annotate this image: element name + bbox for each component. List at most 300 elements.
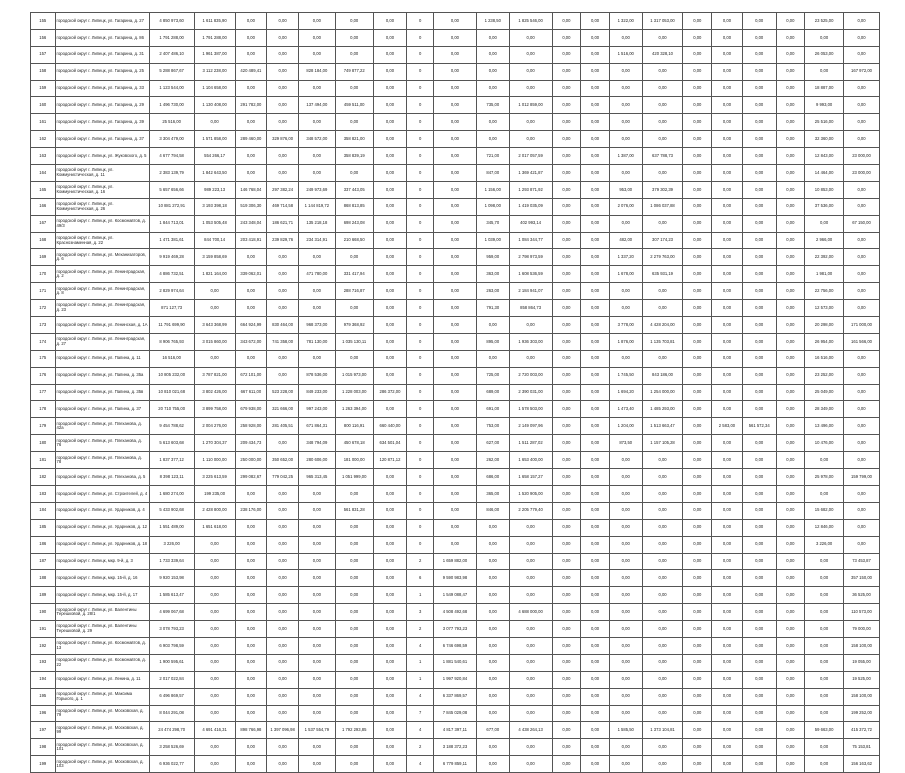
- value-cell: 0,00: [683, 249, 712, 266]
- value-cell: 0,00: [335, 485, 373, 502]
- value-cell: 0,00: [844, 350, 880, 367]
- value-cell: 25 978,00: [805, 469, 844, 486]
- value-cell: 0,00: [683, 570, 712, 587]
- value-cell: 3 802 426,00: [194, 384, 235, 401]
- value-cell: 471 780,00: [298, 266, 335, 283]
- value-cell: 0,00: [298, 502, 335, 519]
- value-cell: 357 150,00: [844, 570, 880, 587]
- value-cell: 0,00: [509, 63, 552, 80]
- value-cell: 0,00: [373, 637, 407, 654]
- value-cell: 0,00: [742, 553, 776, 570]
- value-cell: 1 373 104,81: [642, 722, 683, 739]
- value-cell: 1 051 999,00: [335, 469, 373, 486]
- value-cell: 0,00: [581, 401, 610, 418]
- value-cell: 0,00: [683, 80, 712, 97]
- value-cell: 1 844 713,01: [149, 215, 194, 232]
- value-cell: 0,00: [776, 215, 805, 232]
- value-cell: 0,00: [642, 485, 683, 502]
- table-row: [31, 604, 880, 621]
- value-cell: 0,00: [642, 350, 683, 367]
- value-cell: 26 053,00: [805, 46, 844, 63]
- value-cell: 329 876,00: [267, 131, 299, 148]
- value-cell: 0,00: [742, 46, 776, 63]
- value-cell: 0,00: [552, 452, 581, 469]
- value-cell: 0,00: [844, 401, 880, 418]
- value-cell: 749 877,22: [335, 63, 373, 80]
- value-cell: 0,00: [298, 671, 335, 688]
- value-cell: 0,00: [373, 13, 407, 30]
- value-cell: 0,00: [776, 418, 805, 435]
- value-cell: 2 407 486,10: [149, 46, 194, 63]
- value-cell: 0,00: [642, 671, 683, 688]
- value-cell: 979 368,92: [335, 317, 373, 334]
- value-cell: 0,00: [581, 97, 610, 114]
- value-cell: 0,00: [712, 29, 743, 46]
- value-cell: 234 314,91: [298, 232, 335, 249]
- value-cell: 75 153,81: [844, 739, 880, 756]
- value-cell: 0,00: [581, 29, 610, 46]
- value-cell: 0,00: [581, 519, 610, 536]
- value-cell: 0,00: [776, 553, 805, 570]
- value-cell: 953,00: [609, 181, 642, 198]
- value-cell: 0: [407, 266, 434, 283]
- value-cell: 0,00: [776, 536, 805, 553]
- value-cell: 0,00: [433, 232, 476, 249]
- value-cell: 0,00: [552, 114, 581, 131]
- value-cell: 1 578 503,00: [509, 401, 552, 418]
- value-cell: 262,00: [476, 452, 509, 469]
- value-cell: 989 223,13: [194, 181, 235, 198]
- value-cell: 0,00: [609, 80, 642, 97]
- value-cell: 0,00: [509, 587, 552, 604]
- value-cell: 0,00: [194, 739, 235, 756]
- value-cell: 2 004 276,00: [194, 418, 235, 435]
- value-cell: 0,00: [509, 553, 552, 570]
- value-cell: 450 678,18: [335, 435, 373, 452]
- value-cell: 0,00: [235, 485, 267, 502]
- value-cell: 0,00: [742, 333, 776, 350]
- value-cell: 0,00: [776, 232, 805, 249]
- document-page: [30, 12, 880, 773]
- value-cell: 0,00: [844, 536, 880, 553]
- value-cell: 0,00: [742, 688, 776, 705]
- value-cell: 0: [407, 350, 434, 367]
- value-cell: 14 464,00: [805, 165, 844, 182]
- value-cell: 0,00: [776, 722, 805, 739]
- row-number-cell: 190: [31, 604, 56, 621]
- value-cell: 1 745,50: [609, 367, 642, 384]
- value-cell: 0,00: [298, 46, 335, 63]
- value-cell: 0,00: [642, 587, 683, 604]
- value-cell: 0,00: [742, 131, 776, 148]
- value-cell: 0,00: [712, 401, 743, 418]
- value-cell: 0,00: [194, 536, 235, 553]
- value-cell: 664 924,99: [235, 317, 267, 334]
- value-cell: 2 966,00: [805, 232, 844, 249]
- value-cell: 0,00: [776, 705, 805, 722]
- value-cell: 0,00: [509, 536, 552, 553]
- table-row: [31, 739, 880, 756]
- value-cell: 343 672,00: [235, 333, 267, 350]
- value-cell: 1 084 344,77: [509, 232, 552, 249]
- value-cell: 0,00: [683, 198, 712, 215]
- value-cell: 0,00: [552, 756, 581, 773]
- value-cell: 0,00: [776, 97, 805, 114]
- value-cell: 0,00: [433, 181, 476, 198]
- value-cell: 0,00: [552, 739, 581, 756]
- value-cell: 634 501,04: [373, 435, 407, 452]
- table-row: [31, 756, 880, 773]
- value-cell: 0,00: [776, 283, 805, 300]
- value-cell: 0,00: [552, 688, 581, 705]
- value-cell: 0,00: [642, 553, 683, 570]
- value-cell: 1 104 658,00: [194, 80, 235, 97]
- value-cell: 0,00: [335, 300, 373, 317]
- table-row: [31, 46, 880, 63]
- value-cell: 0,00: [552, 435, 581, 452]
- value-cell: 0,00: [373, 756, 407, 773]
- value-cell: 0,00: [373, 570, 407, 587]
- value-cell: 1 015 973,00: [335, 367, 373, 384]
- value-cell: 0,00: [235, 519, 267, 536]
- value-cell: 3 015 860,00: [194, 333, 235, 350]
- value-cell: 0,00: [683, 215, 712, 232]
- value-cell: 0,00: [194, 553, 235, 570]
- value-cell: 873,50: [609, 435, 642, 452]
- value-cell: 1 585 613,47: [149, 587, 194, 604]
- row-number-cell: 172: [31, 300, 56, 317]
- value-cell: 3 077 793,23: [433, 621, 476, 638]
- value-cell: 1 837 377,12: [149, 452, 194, 469]
- value-cell: 0,00: [642, 80, 683, 97]
- value-cell: 0,00: [267, 46, 299, 63]
- value-cell: 0,00: [267, 637, 299, 654]
- table-row: [31, 80, 880, 97]
- value-cell: 0,00: [373, 300, 407, 317]
- value-cell: 0,00: [642, 63, 683, 80]
- value-cell: 250 000,00: [235, 452, 267, 469]
- value-cell: 0,00: [476, 29, 509, 46]
- value-cell: 0,00: [335, 570, 373, 587]
- value-cell: 4 438 264,13: [509, 722, 552, 739]
- value-cell: 0,00: [642, 452, 683, 469]
- value-cell: 459 511,00: [335, 97, 373, 114]
- value-cell: 0,00: [267, 705, 299, 722]
- table-row: [31, 148, 880, 165]
- value-cell: 10 810 021,68: [149, 384, 194, 401]
- value-cell: 0,00: [298, 570, 335, 587]
- value-cell: 0,00: [581, 739, 610, 756]
- value-cell: 2 829 974,64: [149, 283, 194, 300]
- value-cell: 0,00: [805, 553, 844, 570]
- value-cell: 0,00: [552, 148, 581, 165]
- value-cell: 0,00: [267, 485, 299, 502]
- value-cell: 0: [407, 536, 434, 553]
- value-cell: 0,00: [581, 502, 610, 519]
- value-cell: 263,00: [476, 283, 509, 300]
- value-cell: 1 876,00: [609, 333, 642, 350]
- value-cell: 0,00: [335, 671, 373, 688]
- value-cell: 0,00: [509, 350, 552, 367]
- value-cell: 0,00: [373, 469, 407, 486]
- value-cell: 0,00: [683, 384, 712, 401]
- value-cell: 20 710 755,00: [149, 401, 194, 418]
- value-cell: 0,00: [298, 587, 335, 604]
- value-cell: 791,30: [476, 300, 509, 317]
- value-cell: 0: [407, 63, 434, 80]
- value-cell: 0,00: [844, 80, 880, 97]
- value-cell: 689,00: [476, 384, 509, 401]
- value-cell: 0,00: [712, 266, 743, 283]
- value-cell: 4: [407, 722, 434, 739]
- value-cell: 0,00: [742, 198, 776, 215]
- value-cell: 0,00: [609, 637, 642, 654]
- value-cell: 6 779 859,11: [433, 756, 476, 773]
- row-number-cell: 174: [31, 333, 56, 350]
- value-cell: 0: [407, 232, 434, 249]
- value-cell: 0,00: [581, 80, 610, 97]
- value-cell: 0,00: [476, 739, 509, 756]
- value-cell: 0,00: [433, 97, 476, 114]
- value-cell: 0,00: [476, 114, 509, 131]
- value-cell: 1: [407, 671, 434, 688]
- table-row: [31, 469, 880, 486]
- value-cell: 0,00: [235, 29, 267, 46]
- value-cell: 1 204,00: [609, 418, 642, 435]
- value-cell: 23 000,00: [844, 165, 880, 182]
- value-cell: 0,00: [805, 688, 844, 705]
- value-cell: 843 186,00: [642, 367, 683, 384]
- value-cell: 997 243,00: [298, 401, 335, 418]
- value-cell: 15 682,00: [805, 502, 844, 519]
- row-number-cell: 179: [31, 418, 56, 435]
- value-cell: 660 440,00: [373, 418, 407, 435]
- table-row: [31, 266, 880, 283]
- value-cell: 6 337 869,57: [433, 688, 476, 705]
- value-cell: 1 397 096,98: [267, 722, 299, 739]
- value-cell: 1 881 540,61: [433, 654, 476, 671]
- value-cell: 2 720 003,00: [509, 367, 552, 384]
- value-cell: 1 520 905,00: [509, 485, 552, 502]
- value-cell: 19 525,00: [844, 671, 880, 688]
- value-cell: 0,00: [235, 283, 267, 300]
- address-cell: городской округ г. Липецк, ул. Жуковского, д. 5: [55, 148, 149, 165]
- value-cell: 4 886 732,51: [149, 266, 194, 283]
- row-number-cell: 159: [31, 80, 56, 97]
- value-cell: 0,00: [373, 249, 407, 266]
- value-cell: 0,00: [776, 452, 805, 469]
- value-cell: 2: [407, 621, 434, 638]
- value-cell: 2 428 800,00: [194, 502, 235, 519]
- value-cell: 0: [407, 249, 434, 266]
- value-cell: 0,00: [298, 350, 335, 367]
- value-cell: 0,00: [712, 502, 743, 519]
- value-cell: 4 688 000,00: [509, 604, 552, 621]
- value-cell: 3 304 479,00: [149, 131, 194, 148]
- value-cell: 0,00: [552, 637, 581, 654]
- value-cell: 1 317 053,00: [642, 13, 683, 30]
- value-cell: 9 919 469,28: [149, 249, 194, 266]
- value-cell: 0,00: [298, 300, 335, 317]
- value-cell: 8 044 291,08: [149, 705, 194, 722]
- value-cell: 1 694,20: [609, 384, 642, 401]
- value-cell: 741 358,00: [267, 333, 299, 350]
- value-cell: 0,00: [476, 671, 509, 688]
- value-cell: 0,00: [552, 621, 581, 638]
- value-cell: 161 566,00: [844, 333, 880, 350]
- value-cell: 0,00: [552, 418, 581, 435]
- value-cell: 0,00: [373, 80, 407, 97]
- value-cell: 1 825 546,00: [509, 13, 552, 30]
- value-cell: 0,00: [433, 215, 476, 232]
- value-cell: 0,00: [581, 756, 610, 773]
- value-cell: 0,00: [335, 350, 373, 367]
- value-cell: 0,00: [776, 485, 805, 502]
- value-cell: 0,00: [683, 435, 712, 452]
- value-cell: 4 850 973,60: [149, 13, 194, 30]
- value-cell: 0: [407, 418, 434, 435]
- value-cell: 0,00: [805, 570, 844, 587]
- value-cell: 0,00: [712, 283, 743, 300]
- value-cell: 0,00: [742, 300, 776, 317]
- value-cell: 0,00: [683, 13, 712, 30]
- value-cell: 0,00: [552, 249, 581, 266]
- value-cell: 0,00: [194, 283, 235, 300]
- value-cell: 0,00: [712, 604, 743, 621]
- value-cell: 1 369 421,87: [509, 165, 552, 182]
- value-cell: 2 383 139,79: [149, 165, 194, 182]
- value-cell: 0,00: [844, 249, 880, 266]
- value-cell: 0,00: [373, 63, 407, 80]
- value-cell: 1 496 730,00: [149, 97, 194, 114]
- row-number-cell: 173: [31, 317, 56, 334]
- value-cell: 110 573,00: [844, 604, 880, 621]
- address-cell: городской округ г. Липецк, ул. Коммунистическая, д. 11: [55, 165, 149, 182]
- value-cell: 0,00: [373, 502, 407, 519]
- address-cell: городской округ г. Липецк, ул. Московская, д. 103: [55, 756, 149, 773]
- value-cell: 137 494,00: [298, 97, 335, 114]
- value-cell: 0,00: [235, 671, 267, 688]
- value-cell: 849 233,00: [298, 384, 335, 401]
- value-cell: 0,00: [298, 114, 335, 131]
- value-cell: 1 981,00: [805, 266, 844, 283]
- address-cell: городской округ г. Липецк, ул. Механизаторов, д. 6: [55, 249, 149, 266]
- value-cell: 0,00: [609, 165, 642, 182]
- value-cell: 0: [407, 97, 434, 114]
- value-cell: 1 387,00: [609, 148, 642, 165]
- value-cell: 281 405,51: [267, 418, 299, 435]
- value-cell: 0,00: [742, 452, 776, 469]
- value-cell: 0,00: [552, 485, 581, 502]
- value-cell: 11 791 699,90: [149, 317, 194, 334]
- value-cell: 0,00: [805, 739, 844, 756]
- value-cell: 0,00: [335, 536, 373, 553]
- value-cell: 0,00: [235, 637, 267, 654]
- value-cell: 337 443,05: [335, 181, 373, 198]
- value-cell: 0: [407, 13, 434, 30]
- value-cell: 781 130,00: [298, 333, 335, 350]
- value-cell: 0: [407, 485, 434, 502]
- value-cell: 0,00: [476, 317, 509, 334]
- value-cell: 753,00: [476, 418, 509, 435]
- value-cell: 0,00: [683, 519, 712, 536]
- value-cell: 0,00: [433, 333, 476, 350]
- value-cell: 1 511 287,02: [509, 435, 552, 452]
- value-cell: 135 218,18: [298, 215, 335, 232]
- value-cell: 9 590 983,98: [433, 570, 476, 587]
- value-cell: 0,00: [552, 587, 581, 604]
- value-cell: 0,00: [742, 249, 776, 266]
- value-cell: 0,00: [581, 283, 610, 300]
- value-cell: 0,00: [476, 570, 509, 587]
- value-cell: 686,00: [476, 469, 509, 486]
- value-cell: 0,00: [712, 637, 743, 654]
- value-cell: 0,00: [581, 671, 610, 688]
- value-cell: 0,00: [776, 165, 805, 182]
- value-cell: 18 887,00: [805, 80, 844, 97]
- value-cell: 0,00: [194, 621, 235, 638]
- value-cell: 0,00: [194, 756, 235, 773]
- value-cell: 0,00: [335, 46, 373, 63]
- value-cell: 25 049,00: [805, 384, 844, 401]
- address-cell: городской округ г. Липецк, мкр. 15-й, д. 17: [55, 587, 149, 604]
- value-cell: 2 583,00: [712, 418, 743, 435]
- value-cell: 0,00: [683, 739, 712, 756]
- value-cell: 1 791 288,00: [194, 29, 235, 46]
- value-cell: 3 193 398,18: [194, 198, 235, 215]
- value-cell: 171 000,00: [844, 317, 880, 334]
- value-cell: 0,00: [683, 131, 712, 148]
- value-cell: 0,00: [476, 519, 509, 536]
- value-cell: 0,00: [776, 266, 805, 283]
- value-cell: 0,00: [712, 165, 743, 182]
- value-cell: 0: [407, 215, 434, 232]
- row-number-cell: 196: [31, 705, 56, 722]
- value-cell: 0,00: [712, 671, 743, 688]
- value-cell: 0,00: [642, 519, 683, 536]
- value-cell: 156 163,62: [844, 756, 880, 773]
- value-cell: 0,00: [194, 654, 235, 671]
- value-cell: 291 782,00: [235, 97, 267, 114]
- value-cell: 0,00: [712, 519, 743, 536]
- value-cell: 0,00: [683, 553, 712, 570]
- value-cell: 0,00: [235, 570, 267, 587]
- row-number-cell: 155: [31, 13, 56, 30]
- value-cell: 0: [407, 198, 434, 215]
- value-cell: 0,00: [235, 13, 267, 30]
- value-cell: 1 098,00: [476, 198, 509, 215]
- value-cell: 0,00: [683, 148, 712, 165]
- value-cell: 0,00: [194, 705, 235, 722]
- value-cell: 0,00: [298, 519, 335, 536]
- address-cell: городской округ г. Липецк, ул. Валентины Терешковой, д. 29: [55, 621, 149, 638]
- value-cell: 679 938,00: [235, 401, 267, 418]
- row-number-cell: 192: [31, 637, 56, 654]
- value-cell: 0,00: [552, 367, 581, 384]
- address-cell: городской округ г. Липецк, ул. Гагарина, д. 37: [55, 131, 149, 148]
- row-number-cell: 171: [31, 283, 56, 300]
- value-cell: 0: [407, 300, 434, 317]
- address-cell: городской округ г. Липецк, ул. Плеханова, д. 76: [55, 435, 149, 452]
- value-cell: 1 144 819,72: [298, 198, 335, 215]
- value-cell: 0,00: [581, 215, 610, 232]
- row-number-cell: 183: [31, 485, 56, 502]
- value-cell: 0,00: [683, 604, 712, 621]
- value-cell: 1 900 595,61: [149, 654, 194, 671]
- value-cell: 1 337,20: [609, 249, 642, 266]
- value-cell: 0,00: [805, 637, 844, 654]
- value-cell: 0,00: [581, 688, 610, 705]
